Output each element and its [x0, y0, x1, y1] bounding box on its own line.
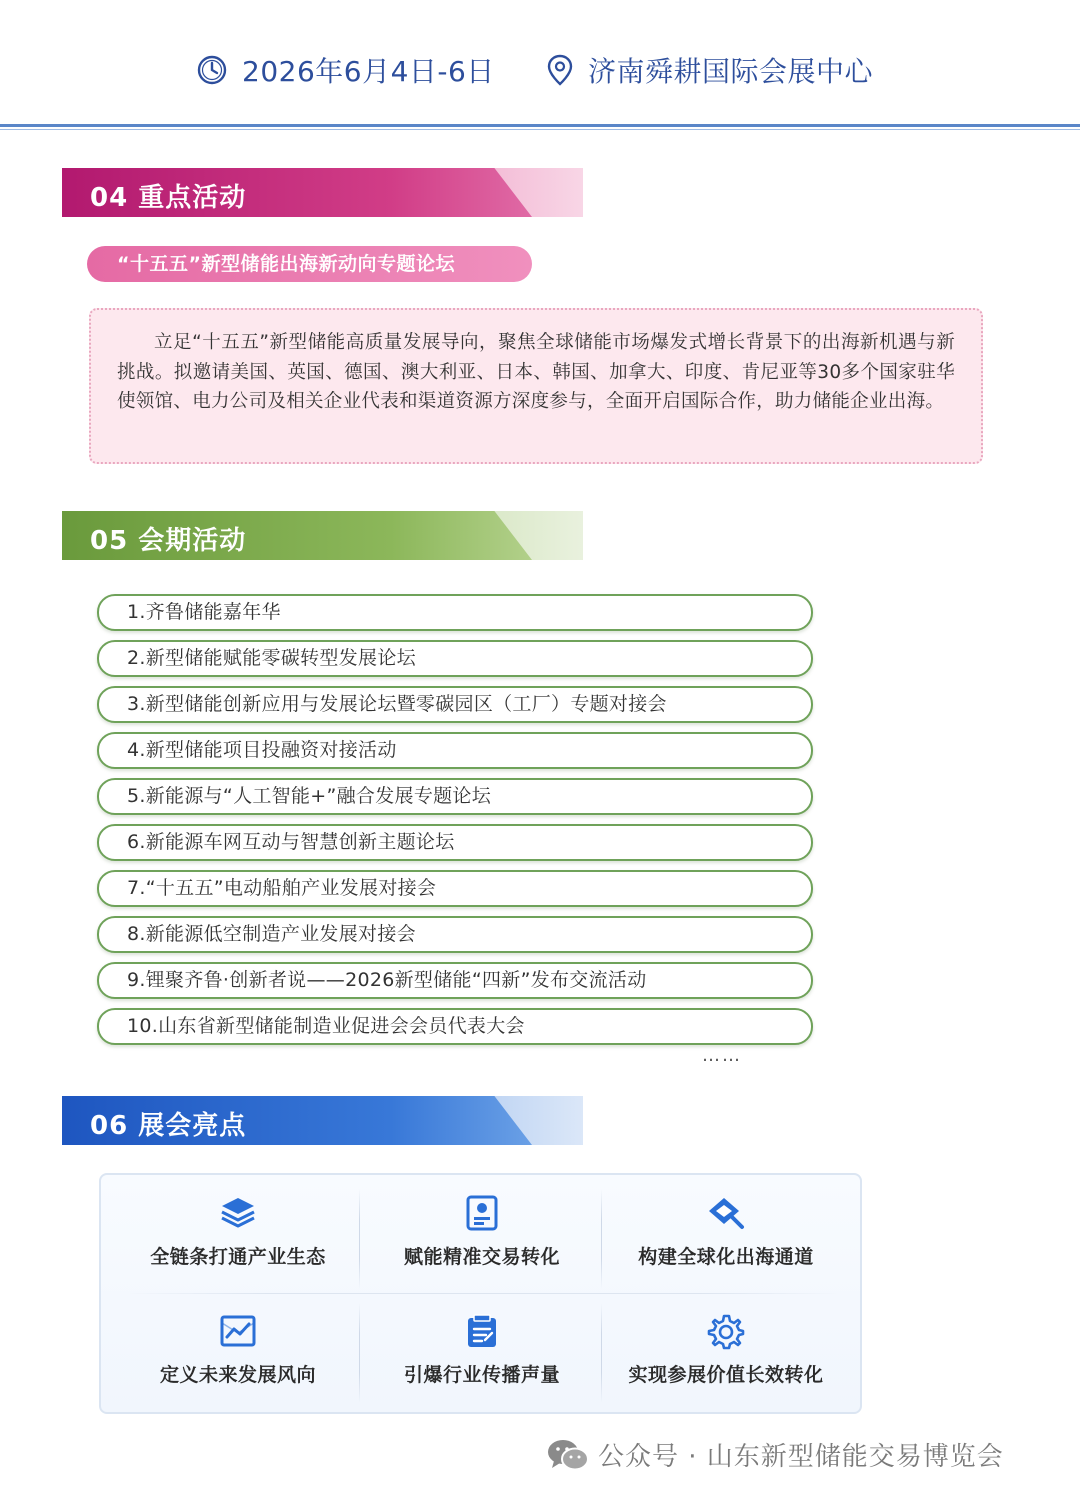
highlight-label: 实现参展价值长效转化: [628, 1364, 824, 1386]
section-05-banner: [62, 511, 583, 560]
wechat-watermark: [546, 1436, 1004, 1473]
activity-item: 3.新型储能创新应用与发展论坛暨零碳园区（工厂）专题对接会: [97, 686, 813, 723]
section-06-title: 06 展会亮点: [90, 1111, 247, 1141]
map-pin-icon: [546, 54, 574, 86]
wechat-icon: [546, 1437, 590, 1473]
highlight-item: [111, 1175, 365, 1293]
event-header: [0, 0, 1080, 125]
id-card-icon: [465, 1195, 499, 1231]
highlight-item: [355, 1175, 609, 1293]
highlight-label: 引爆行业传播声量: [403, 1364, 560, 1386]
activity-item: 6.新能源车网互动与智慧创新主题论坛: [97, 824, 813, 861]
header-divider-thin: [0, 129, 1080, 130]
event-date-text: 2026年6月4日-6日: [242, 55, 495, 88]
highlight-label: 定义未来发展风向: [159, 1364, 316, 1386]
highlight-item: [111, 1293, 365, 1411]
layers-icon: [219, 1195, 257, 1229]
activity-more-ellipsis: ……: [702, 1045, 742, 1066]
event-location-text: 济南舜耕国际会展中心: [588, 55, 874, 88]
section-06-banner: [62, 1096, 583, 1145]
document-icon: [465, 1313, 499, 1349]
forum-description-box: [89, 308, 983, 464]
activity-item: 1.齐鲁储能嘉年华: [97, 594, 813, 631]
event-location: [546, 50, 873, 90]
gear-icon: [707, 1313, 745, 1351]
highlight-item: [355, 1293, 609, 1411]
section-04-banner: [62, 168, 583, 217]
highlight-item: [599, 1293, 853, 1411]
forum-description: 立足“十五五”新型储能高质量发展导向，聚焦全球储能市场爆发式增长背景下的出海新机遇与新挑战。拟邀请美国、英国、德国、澳大利亚、日本、韩国、加拿大、印度、肯尼亚等30多个国家驻华使领馆、电力公司及相关企业代表和渠道资源方深度参与，全面开启国际合作，助力储能企业出海。: [117, 332, 955, 412]
activity-item: 10.山东省新型储能制造业促进会会员代表大会: [97, 1008, 813, 1045]
highlight-item: [599, 1175, 853, 1293]
highlight-label: 赋能精准交易转化: [403, 1246, 560, 1268]
section-04-title: 04 重点活动: [90, 183, 247, 213]
clock-icon: [196, 54, 228, 86]
chart-mail-icon: [219, 1313, 257, 1349]
activity-list: [97, 594, 813, 1054]
event-date: [196, 50, 495, 90]
section-05-title: 05 会期活动: [90, 526, 247, 556]
globe-diamond-icon: [706, 1195, 746, 1231]
activity-item: 5.新能源与“人工智能+”融合发展专题论坛: [97, 778, 813, 815]
wechat-account-name: 公众号 · 山东新型储能交易博览会: [598, 1442, 1004, 1472]
activity-item: 9.锂聚齐鲁·创新者说——2026新型储能“四新”发布交流活动: [97, 962, 813, 999]
highlight-label: 构建全球化出海通道: [638, 1246, 814, 1268]
header-divider: [0, 124, 1080, 127]
highlights-panel: [99, 1173, 862, 1414]
forum-subtitle-pill: “十五五”新型储能出海新动向专题论坛: [87, 246, 532, 282]
activity-item: 7.“十五五”电动船舶产业发展对接会: [97, 870, 813, 907]
highlight-label: 全链条打通产业生态: [150, 1246, 326, 1268]
activity-item: 8.新能源低空制造产业发展对接会: [97, 916, 813, 953]
activity-item: 2.新型储能赋能零碳转型发展论坛: [97, 640, 813, 677]
activity-item: 4.新型储能项目投融资对接活动: [97, 732, 813, 769]
